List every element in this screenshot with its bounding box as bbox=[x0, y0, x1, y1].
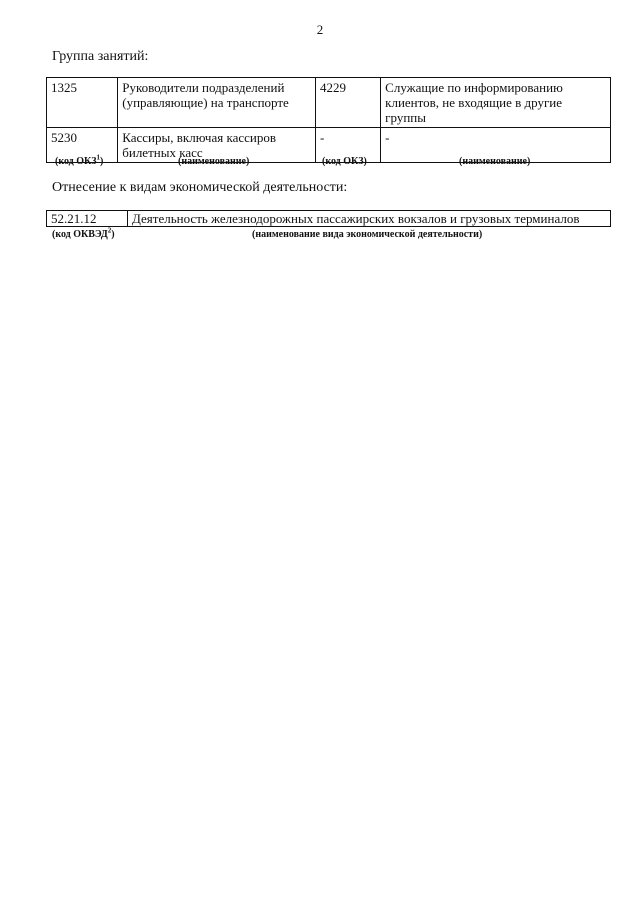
okz-code-cell: 5230 bbox=[47, 128, 118, 163]
okved-name-cell: Деятельность железнодорожных пассажирских вокзалов и грузовых терминалов bbox=[128, 211, 611, 227]
okz-name-cell: Руководители подразделений (управляющие) на транспорте bbox=[118, 78, 316, 128]
table-row bbox=[47, 211, 611, 227]
okz-name-cell: - bbox=[381, 128, 611, 163]
okz-name-cell: Кассиры, включая кассиров билетных касс bbox=[118, 128, 316, 163]
caption-okz-code: (код ОКЗ$^1$) bbox=[55, 153, 104, 167]
occupation-group-title: Группа занятий: bbox=[52, 49, 149, 64]
okved-code-cell: 52.21.12 bbox=[47, 211, 128, 227]
okved-table bbox=[46, 210, 611, 227]
caption-okved-code: (код ОКВЭД$^2$) bbox=[52, 226, 115, 240]
okz-name-cell: Служащие по информированию клиентов, не входящие в другие группы bbox=[381, 78, 611, 128]
occupation-table bbox=[46, 77, 611, 163]
caption-name-2: (наименование) bbox=[459, 156, 531, 167]
table-row bbox=[47, 78, 611, 128]
okz-code-cell: - bbox=[315, 128, 380, 163]
economic-activity-title: Отнесение к видам экономической деятельности: bbox=[52, 180, 348, 195]
okz-code-cell: 4229 bbox=[315, 78, 380, 128]
caption-name: (наименование) bbox=[178, 156, 250, 167]
caption-okved-name: (наименование вида экономической деятельности) bbox=[252, 229, 483, 240]
page-number: 2 bbox=[316, 22, 324, 37]
caption-okz-code-2: (код ОКЗ) bbox=[322, 156, 367, 167]
okz-code-cell: 1325 bbox=[47, 78, 118, 128]
